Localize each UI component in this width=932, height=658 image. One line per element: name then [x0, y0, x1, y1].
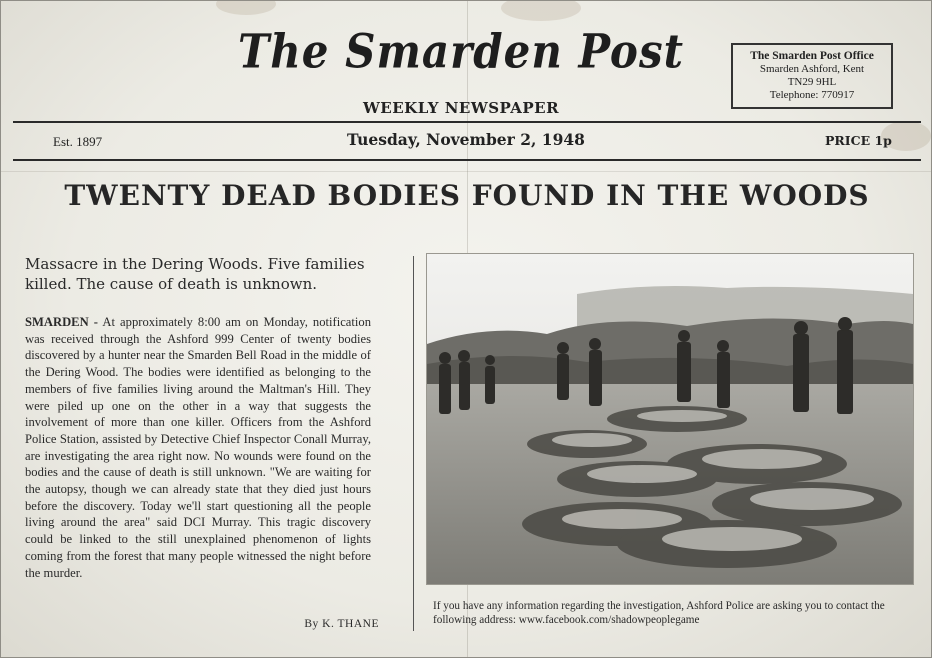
office-address-box [731, 43, 893, 109]
photo-woods-scene [427, 254, 913, 584]
issue-date: Tuesday, November 2, 1948 [347, 130, 585, 149]
article-subheadline: Massacre in the Dering Woods. Five families killed. The cause of death is unknown. [25, 255, 365, 293]
article-photo [426, 253, 914, 585]
paper-stain [216, 0, 276, 15]
column-divider [413, 256, 414, 631]
article-text: At approximately 8:00 am on Monday, notification was received through the Ashford 999 Center of twenty bodies discovered by a hunter near the Smarden Bell Road in the middle of the Dering Wood. The bodies were identified as belonging to the members of five families living around the Maltman's Hill. They were piled up one on the other in a way that suggests the involvement of more than one killer. Officers from the Ashford Police Station, assisted by Detective Chief Inspector Conall Murray, are investigating the area right now. No wounds were found on the bodies and the cause of death is still unknown. "We are waiting for the autopsy, though we can already state that they died just hours before the discovery. Today we'll start questioning all the people living around the area" said DCI Murray. This tragic discovery could be linked to the still unexplained phenomenon of lights coming from the forest that many people witnessed the night before the murder. [25, 315, 371, 580]
newspaper-subtitle: WEEKLY NEWSPAPER [362, 99, 560, 117]
article-dateline: SMARDEN - [25, 315, 98, 329]
price-label: PRICE 1p [825, 133, 892, 148]
office-line: Smarden Ashford, Kent [759, 63, 865, 75]
office-title: The Smarden Post Office [750, 50, 874, 62]
article-byline: By K. THANE [304, 618, 379, 630]
article-body [25, 314, 371, 581]
photo-caption: If you have any information regarding the investigation, Ashford Police are asking you to contact the following address: www.facebook.com/shadowpeoplegame [433, 600, 885, 626]
header-rule [13, 159, 921, 161]
newspaper-title: The Smarden Post [237, 24, 684, 79]
office-line: Telephone: 770917 [769, 89, 855, 101]
article-headline: TWENTY DEAD BODIES FOUND IN THE WOODS [64, 179, 870, 212]
header-rule [13, 121, 921, 123]
paper-stain [501, 0, 581, 21]
office-line: TN29 9HL [787, 76, 837, 88]
fold-line [1, 171, 932, 172]
established-label: Est. 1897 [53, 134, 103, 149]
